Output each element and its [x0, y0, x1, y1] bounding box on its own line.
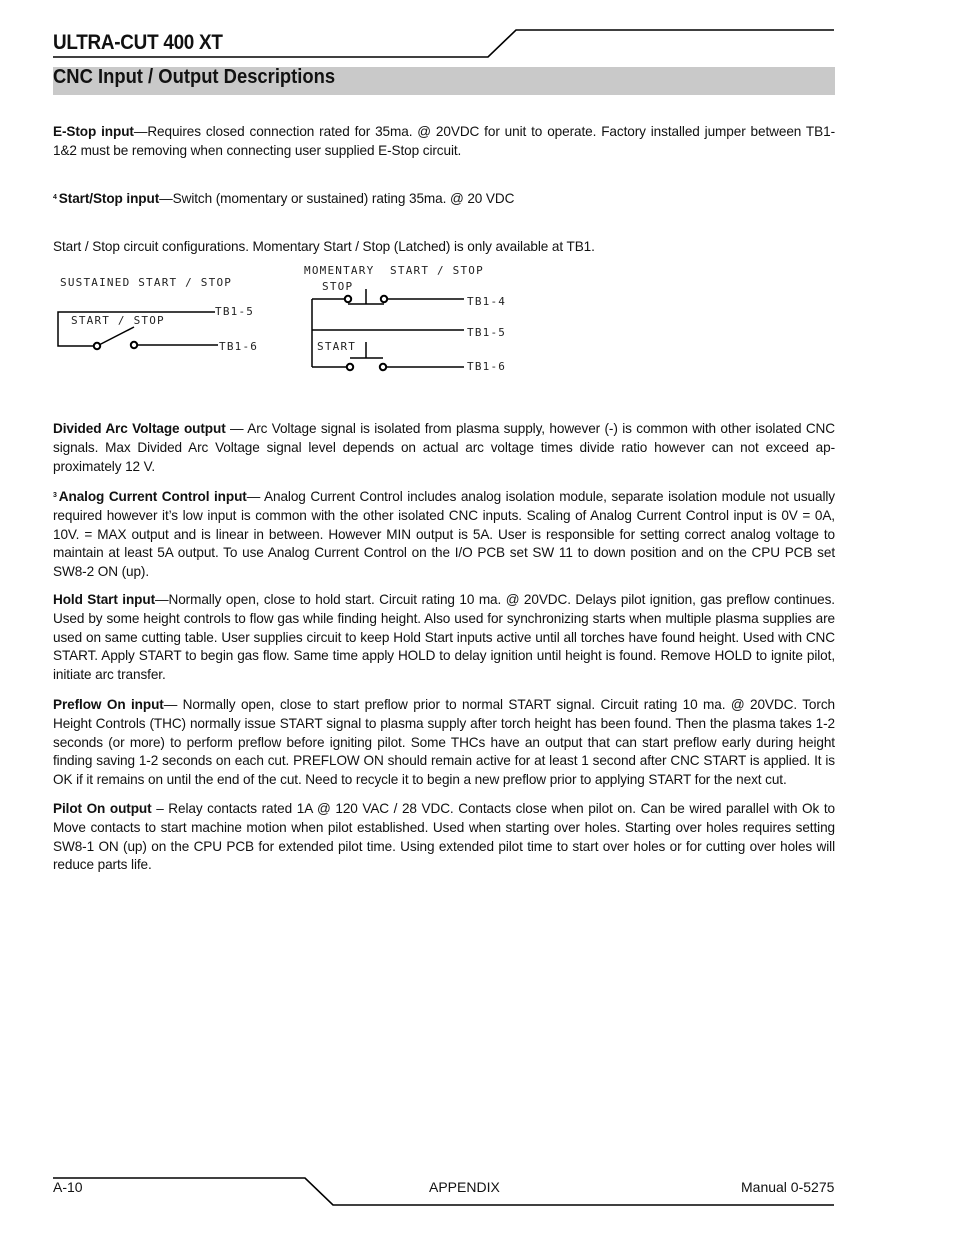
analog-current-text: — Analog Current Control includes analog isolation module, separate isolation module not usually required however it’s low input is common with the other isolated CNC inputs. Scaling of Analog Current Control input is 0V = 0A, 10V. = MAX output and is linear in between. However MIN output is 5A. User is responsible for setting correct analog voltage to maintain at least 5A output. To use Analog Current Control on the I/O PCB set SW 11 to down position and on the CPU PCB set SW8-2 ON (up).: [53, 489, 835, 580]
manual-number: Manual 0-5275: [741, 1179, 835, 1195]
momentary-start-label: START: [317, 340, 357, 353]
sustained-switch-lever: [97, 327, 134, 346]
hold-start-label: Hold Start input: [53, 592, 155, 607]
startstop-text: —Switch (momentary or sustained) rating 35ma. @ 20 VDC: [159, 191, 515, 206]
preflow-text: — Normally open, close to start preflow prior to normal START signal. Circuit rating 10 ma. @ 20VDC. Torch Height Controls (THC) normally issue START signal to plasma supply after torch height has been found. Then the plasma takes 1-2 seconds (or more) to perform preflow before igniting pilot. Some THCs have an output that can start preflow early during height finding saving 1-2 seconds on each cut. PREFLOW ON should remain active for at least 1 second after CNC START is applied. It is OK if it remains on until the end of the cut. Need to recycle it to begin a new preflow prior to applying START for the next cut.: [53, 697, 835, 788]
product-title: ULTRA-CUT 400 XT: [53, 31, 223, 54]
stop-terminal: [381, 296, 387, 302]
sustained-tb-top: TB1-5: [215, 305, 255, 318]
sustained-title: SUSTAINED START / STOP: [60, 276, 233, 289]
hold-start-text: —Normally open, close to hold start. Circuit rating 10 ma. @ 20VDC. Delays pilot ignition, gas preflow continues. Used by some height controls to flow gas while finding height. Also used for synchronizing starts when multiple plasma supplies are used on same cutting table. User supplies circuit to keep Hold Start inputs active until all torches have found height. Used with CNC START. Apply START to begin gas flow. Same time apply HOLD to delay ignition until height is found. Remove HOLD to ignite pilot, initiate arc transfer.: [53, 592, 835, 683]
sustained-wire: [58, 312, 215, 346]
start-terminal: [347, 364, 353, 370]
section-title: CNC Input / Output Descriptions: [53, 66, 336, 88]
estop-label: E-Stop input: [53, 124, 134, 139]
preflow-label: Preflow On input: [53, 697, 164, 712]
page-number: A-10: [53, 1179, 83, 1195]
sustained-tb-bottom: TB1-6: [219, 340, 259, 353]
preflow-paragraph: [53, 696, 835, 790]
hold-start-paragraph: [53, 591, 835, 685]
footnote-marker: 4: [53, 194, 57, 201]
sustained-terminal: [131, 342, 137, 348]
divided-arc-label: Divided Arc Voltage output: [53, 421, 226, 436]
estop-text: —Requires closed connection rated for 35ma. @ 20VDC for unit to operate. Factory installed jumper between TB1-1&2 must be removing when connecting user supplied E-Stop circuit.: [53, 124, 835, 158]
momentary-title: MOMENTARY START / STOP: [304, 264, 484, 277]
divided-arc-paragraph: [53, 420, 835, 476]
pilot-on-paragraph: [53, 800, 835, 875]
pilot-on-label: Pilot On output: [53, 801, 152, 816]
divided-arc-text: — Arc Voltage signal is isolated from plasma supply, however (-) is common with other isolated CNC signals. Max Divided Arc Voltage signal level depends on actual arc voltage times divide ratio however can not exceed ap-proximately 12 V.: [53, 421, 835, 474]
pilot-on-text: – Relay contacts rated 1A @ 120 VAC / 28 VDC. Contacts close when pilot on. Can be wired parallel with Ok to Move contacts to start machine motion when pilot established. Used when starting over holes. Starting over holes requires setting SW8-1 ON (up) on the CPU PCB for extended pilot time. Using extended pilot time to start over holes or for cutting over holes will reduce parts life.: [53, 801, 835, 873]
footer-section: APPENDIX: [429, 1179, 500, 1195]
footnote-marker: 3: [53, 492, 57, 499]
analog-current-paragraph: [53, 487, 835, 582]
analog-current-label: Analog Current Control input: [58, 489, 247, 504]
sustained-switch-label: START / STOP: [71, 314, 165, 327]
momentary-tb3: TB1-6: [467, 360, 507, 373]
start-terminal: [380, 364, 386, 370]
configurations-text: Start / Stop circuit configurations. Momentary Start / Stop (Latched) is only available at TB1.: [53, 239, 595, 254]
startstop-label: Start/Stop input: [58, 191, 160, 206]
stop-terminal: [345, 296, 351, 302]
circuit-schematic: [0, 0, 954, 400]
momentary-tb1: TB1-4: [467, 295, 507, 308]
sustained-terminal: [94, 343, 100, 349]
momentary-stop-label: STOP: [322, 280, 354, 293]
momentary-tb2: TB1-5: [467, 326, 507, 339]
